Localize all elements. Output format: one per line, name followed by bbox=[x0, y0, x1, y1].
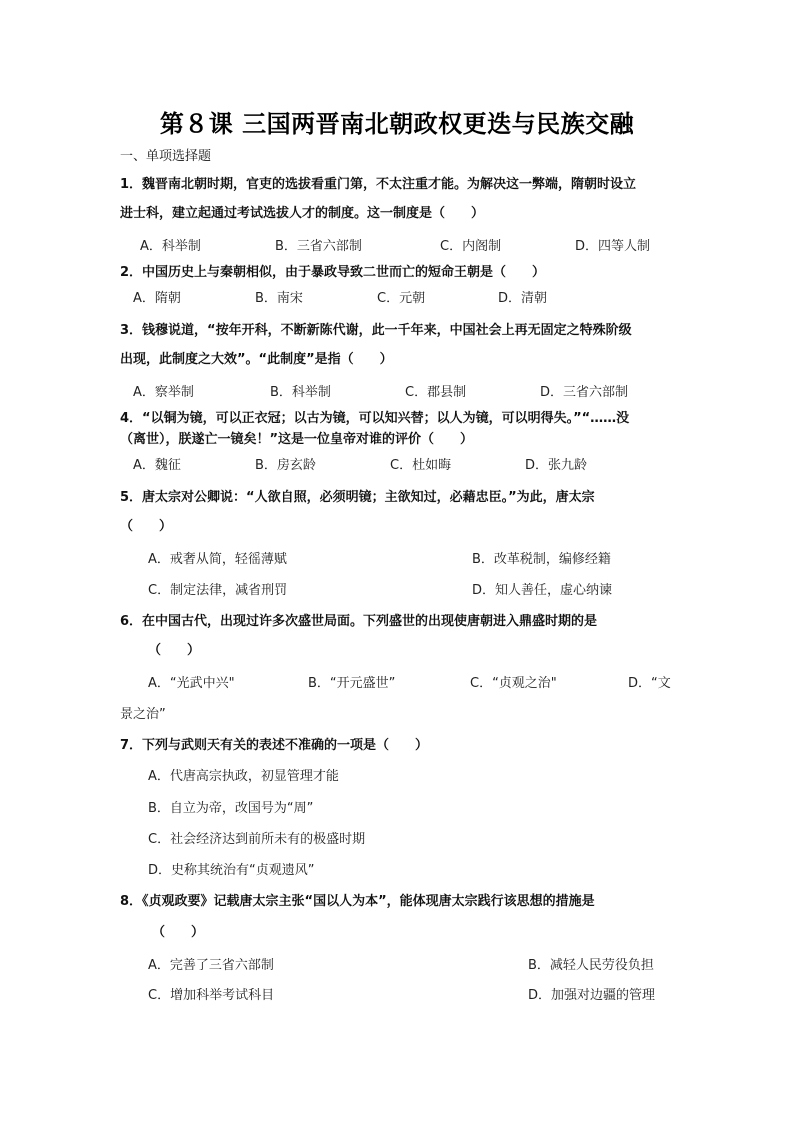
question-4-line-1: 4．“以铜为镜，可以正衣冠；以古为镜，可以知兴替；以人为镜，可以明得失。”“……没 bbox=[120, 411, 630, 426]
question-7-option-b: B．自立为帝，改国号为“周” bbox=[148, 801, 314, 816]
question-6-option-d-continued: 景之治” bbox=[120, 707, 166, 722]
question-7-option-d: D．史称其统治有“贞观遗风” bbox=[148, 863, 315, 878]
question-2-option-c: C．元朝 bbox=[377, 291, 426, 306]
question-6-line-2: （ ） bbox=[148, 643, 201, 658]
question-8-option-a: A．完善了三省六部制 bbox=[148, 958, 274, 973]
question-3-option-b: B．科举制 bbox=[270, 385, 331, 400]
question-2-option-d: D．清朝 bbox=[498, 291, 548, 306]
question-6-line-1: 6．在中国古代，出现过许多次盛世局面。下列盛世的出现使唐朝进入鼎盛时期的是 bbox=[120, 614, 598, 629]
question-1-option-d: D．四等人制 bbox=[575, 239, 651, 254]
question-1-option-c: C．内阁制 bbox=[440, 239, 502, 254]
question-2-line-1: 2．中国历史上与秦朝相似，由于暴政导致二世而亡的短命王朝是（ ） bbox=[120, 265, 546, 280]
question-4-option-d: D．张九龄 bbox=[525, 458, 588, 473]
question-3-line-2: 出现，此制度之大效”。“此制度”是指（ ） bbox=[120, 352, 393, 367]
question-6-option-a: A．“光武中兴" bbox=[148, 676, 235, 691]
question-3-line-1: 3．钱穆说道，“按年开科，不断新陈代谢，此一千年来，中国社会上再无固定之特殊阶级 bbox=[120, 323, 632, 338]
question-3-option-d: D．三省六部制 bbox=[540, 385, 629, 400]
question-4-option-a: A．魏征 bbox=[133, 458, 181, 473]
question-8-line-1: 8．《贞观政要》记载唐太宗主张“国以人为本”，能体现唐太宗践行该思想的措施是 bbox=[120, 894, 595, 909]
question-4-line-2: （离世），朕遂亡一镜矣！”这是一位皇帝对谁的评价（ ） bbox=[120, 432, 474, 447]
question-2-option-b: B．南宋 bbox=[255, 291, 303, 306]
section-heading: 一、单项选择题 bbox=[120, 149, 212, 164]
question-7-option-a: A．代唐高宗执政，初显管理才能 bbox=[148, 769, 339, 784]
question-6-option-c: C．“贞观之治" bbox=[470, 676, 557, 691]
question-1-option-b: B．三省六部制 bbox=[275, 239, 362, 254]
question-4-option-c: C．杜如晦 bbox=[390, 458, 452, 473]
question-1-line-1: 1．魏晋南北朝时期，官吏的选拔看重门第，不太注重才能。为解决这一弊端，隋朝时设立 bbox=[120, 177, 637, 192]
question-3-option-a: A．察举制 bbox=[133, 385, 194, 400]
question-4-option-b: B．房玄龄 bbox=[255, 458, 316, 473]
question-5-option-c: C．制定法律，减省刑罚 bbox=[148, 583, 288, 598]
question-8-option-d: D．加强对边疆的管理 bbox=[528, 988, 656, 1003]
question-1-option-a: A．科举制 bbox=[140, 239, 201, 254]
question-5-line-2: （ ） bbox=[120, 519, 173, 534]
question-3-option-c: C．郡县制 bbox=[405, 385, 467, 400]
question-7-line-1: 7．下列与武则天有关的表述不准确的一项是（ ） bbox=[120, 738, 429, 753]
page-title: 第８课 三国两晋南北朝政权更迭与民族交融 bbox=[159, 109, 635, 138]
question-8-option-c: C．增加科举考试科目 bbox=[148, 988, 275, 1003]
question-2-option-a: A．隋朝 bbox=[133, 291, 181, 306]
question-8-line-2: （ ） bbox=[152, 925, 205, 940]
question-5-option-a: A．戒奢从简，轻徭薄赋 bbox=[148, 552, 287, 567]
question-5-line-1: 5．唐太宗对公卿说：“人欲自照，必须明镜；主欲知过，必藉忠臣。”为此，唐太宗 bbox=[120, 490, 595, 505]
question-6-option-d: D．“文 bbox=[628, 676, 671, 691]
question-7-option-c: C．社会经济达到前所未有的极盛时期 bbox=[148, 832, 366, 847]
question-5-option-b: B．改革税制，编修经籍 bbox=[472, 552, 611, 567]
question-5-option-d: D．知人善任，虚心纳谏 bbox=[472, 583, 613, 598]
question-6-option-b: B．“开元盛世” bbox=[308, 676, 396, 691]
question-1-line-2: 进士科，建立起通过考试选拔人才的制度。这一制度是（ ） bbox=[120, 206, 485, 221]
question-8-option-b: B．减轻人民劳役负担 bbox=[528, 958, 654, 973]
